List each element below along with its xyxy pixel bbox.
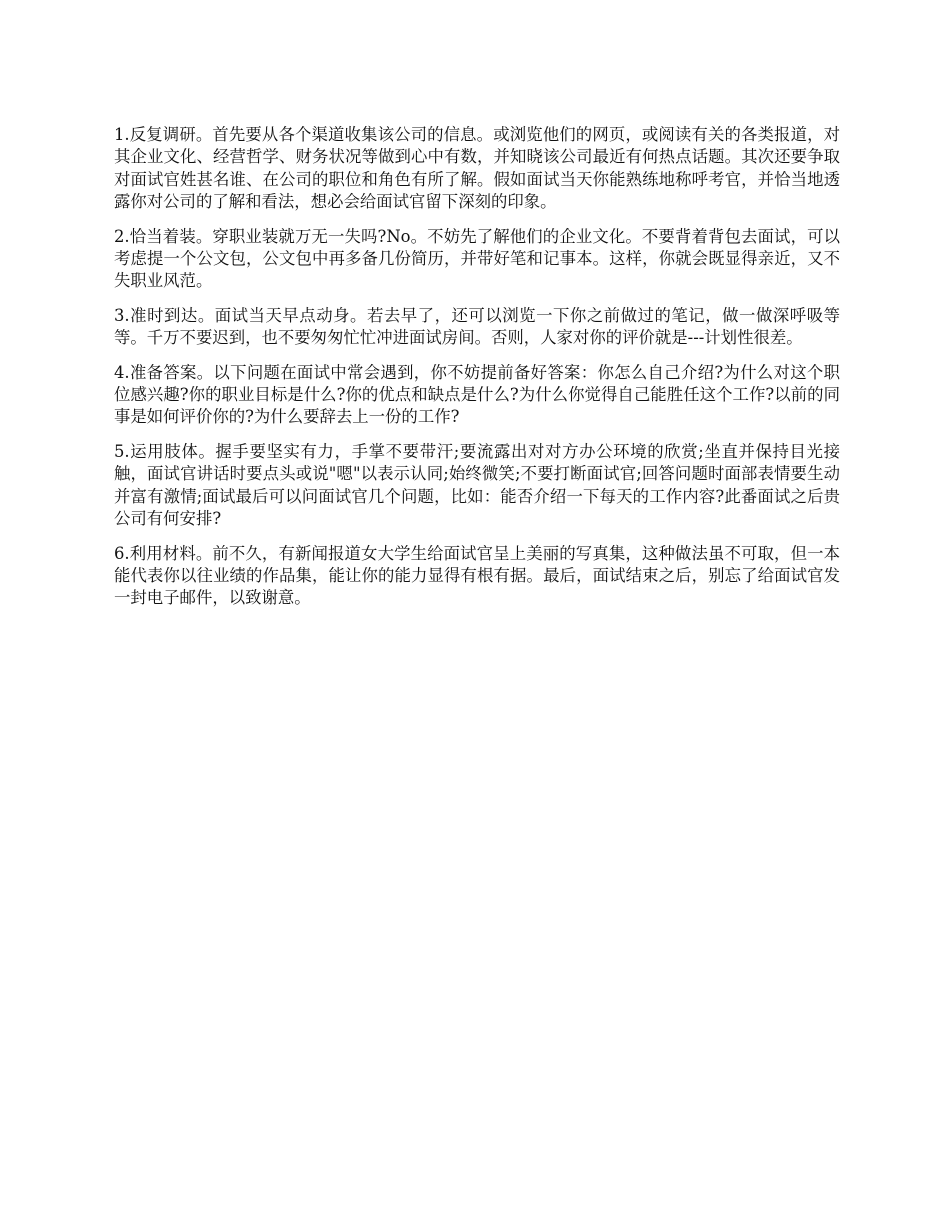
paragraph-body-language: 5.运用肢体。握手要坚实有力，手掌不要带汗;要流露出对对方办公环境的欣赏;坐直并保持目光接触，面试官讲话时要点头或说"嗯"以表示认同;始终微笑;不要打断面试官;回答问题时面部表情要生动并富有激情;面试最后可以问面试官几个问题，比如：能否介绍一下每天的工作内容?此番面试之后贵公司有何安排? [114, 441, 840, 529]
paragraph-punctuality: 3.准时到达。面试当天早点动身。若去早了，还可以浏览一下你之前做过的笔记，做一做深呼吸等等。千万不要迟到，也不要匆匆忙忙冲进面试房间。否则，人家对你的评价就是---计划性很差。 [114, 305, 840, 348]
paragraph-materials: 6.利用材料。前不久，有新闻报道女大学生给面试官呈上美丽的写真集，这种做法虽不可取，但一本能代表你以往业绩的作品集，能让你的能力显得有根有据。最后，面试结束之后，别忘了给面试官发一封电子邮件，以致谢意。 [114, 543, 840, 608]
paragraph-attire: 2.恰当着装。穿职业装就万无一失吗?No。不妨先了解他们的企业文化。不要背着背包去面试，可以考虑提一个公文包，公文包中再多备几份简历，并带好笔和记事本。这样，你就会既显得亲近，又不失职业风范。 [114, 226, 840, 291]
document-body [114, 124, 840, 622]
paragraph-research: 1.反复调研。首先要从各个渠道收集该公司的信息。或浏览他们的网页，或阅读有关的各类报道，对其企业文化、经营哲学、财务状况等做到心中有数，并知晓该公司最近有何热点话题。其次还要争取对面试官姓甚名谁、在公司的职位和角色有所了解。假如面试当天你能熟练地称呼考官，并恰当地透露你对公司的了解和看法，想必会给面试官留下深刻的印象。 [114, 125, 840, 212]
paragraph-prepare-answers: 4.准备答案。以下问题在面试中常会遇到，你不妨提前备好答案：你怎么自己介绍?为什么对这个职位感兴趣?你的职业目标是什么?你的优点和缺点是什么?为什么你觉得自己能胜任这个工作?以前的同事是如何评价你的?为什么要辞去上一份的工作? [114, 362, 840, 427]
